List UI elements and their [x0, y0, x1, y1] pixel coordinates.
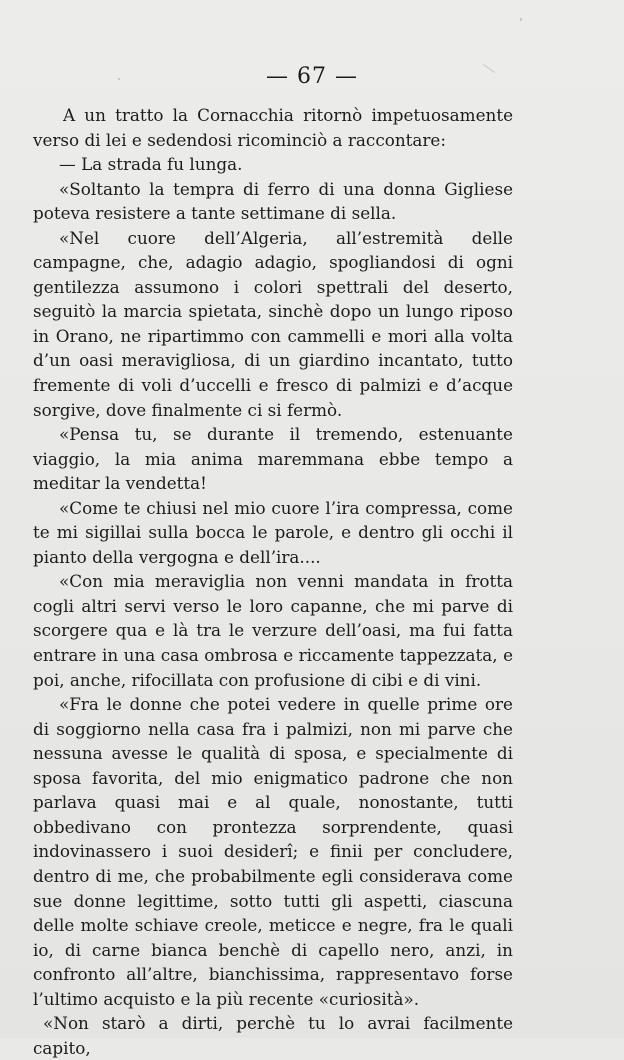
paragraph: «Non starò a dirti, perchè tu lo avrai facilmente capito,	[33, 1013, 513, 1058]
paragraph: — La strada fu lunga.	[59, 154, 243, 175]
paragraph: «Fra le donne che potei vedere in quelle prime ore di soggiorno nella casa fra i palmizi, non mi parve che nessuna avesse le qualità di sposa, e specialmente di sposa favorita, del mio enigmatico padrone che non parlava quasi mai e al quale, nonostante, tutti obbedivano con prontezza sorprendente, quasi indovinassero i suoi desiderî; e finii per concludere, dentro di me, che probabilmente egli considerava come sue donne legittime, sotto tutti gli aspetti, ciascuna delle molte schiave creole, meticce e negre, fra le quali io, di carne bianca benchè di capello nero, anzi, in confronto all’altre, bianchissima, rappresentavo forse l’ultimo acquisto e la più recente «curiosità».	[33, 694, 513, 1009]
paragraph: A un tratto la Cornacchia ritornò impetuosamente verso di lei e sedendosi ricominciò a raccontare:	[33, 105, 513, 150]
paragraph: «Come te chiusi nel mio cuore l’ira compressa, come te mi sigillai sulla bocca le parole, e dentro gli occhi il pianto della vergogna e dell’ira....	[33, 497, 513, 567]
paragraph: «Pensa tu, se durante il tremendo, estenuante viaggio, la mia anima maremmana ebbe tempo a meditar la vendetta!	[33, 424, 513, 494]
scan-speck	[520, 18, 522, 21]
page-number: — 67 —	[266, 64, 358, 89]
paragraph: «Nel cuore dell’Algeria, all’estremità delle campagne, che, adagio adagio, spogliandosi di ogni gentilezza assumono i colori spettrali del deserto, seguitò la marcia spietata, sinchè dopo un lungo riposo in Orano, ne ripartimmo con cammelli e mori alla volta d’un oasi meravigliosa, di un giardino incantato, tutto fremente di voli d’uccelli e fresco di palmizi e d’acque sorgive, dove finalmente ci si fermò.	[33, 227, 513, 420]
body-text	[33, 103, 513, 1060]
paragraph: «Soltanto la tempra di ferro di una donna Gigliese poteva resistere a tante settimane di sella.	[33, 178, 513, 224]
paragraph: «Con mia meraviglia non venni mandata in frotta cogli altri servi verso le loro capanne, che mi parve di scorgere qua e là tra le verzure dell’oasi, ma fui fatta entrare in una casa ombrosa e riccamente tappezzata, e poi, anche, rifocillata con profusione di cibi e di vini.	[33, 571, 513, 690]
